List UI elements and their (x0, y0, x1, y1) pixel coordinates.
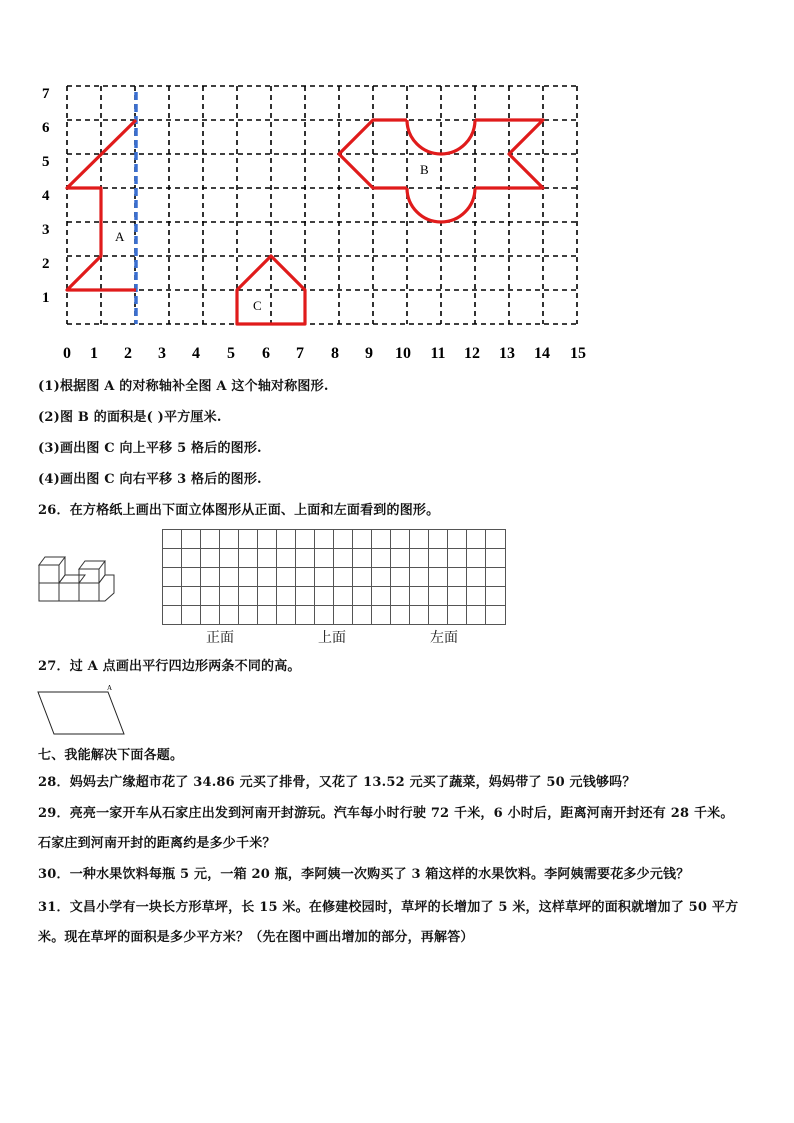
view-label-left: 左面 (430, 630, 458, 646)
x-tick: 4 (192, 345, 200, 362)
question-26: 26．在方格纸上画出下面立体图形从正面、上面和左面看到的图形。 (38, 503, 440, 518)
x-tick: 13 (499, 345, 515, 362)
x-tick: 5 (227, 345, 235, 362)
cube-figure (36, 552, 120, 604)
x-tick: 7 (296, 345, 304, 362)
x-tick: 9 (365, 345, 373, 362)
y-tick: 3 (42, 222, 50, 238)
x-tick: 14 (534, 345, 550, 362)
view-label-top: 上面 (318, 630, 346, 646)
shape-c-label: C (253, 298, 262, 313)
x-tick: 10 (395, 345, 411, 362)
question-28: 28．妈妈去广缘超市花了 34.86 元买了排骨，又花了 13.52 元买了蔬菜，妈妈带了 50 元钱够吗？ (38, 775, 636, 790)
question-25-4: (4)画出图 C 向右平移 3 格后的图形. (38, 472, 262, 487)
y-tick: 7 (42, 86, 50, 102)
answer-grid (162, 529, 507, 627)
x-tick: 3 (158, 345, 166, 362)
x-tick: 6 (262, 345, 270, 362)
question-25-2: (2)图 B 的面积是( )平方厘米. (38, 410, 222, 425)
x-tick: 12 (464, 345, 480, 362)
shape-b-label: B (420, 162, 429, 177)
question-27: 27．过 A 点画出平行四边形两条不同的高。 (38, 659, 301, 674)
section-7-heading: 七、我能解决下面各题。 (38, 748, 184, 763)
y-tick: 5 (42, 154, 50, 170)
grid-lines (67, 86, 577, 324)
question-31-line1: 31．文昌小学有一块长方形草坪，长 15 米。在修建校园时，草坪的长增加了 5 米，这样草坪的面积就增加了 50 平方 (38, 900, 739, 915)
x-tick: 2 (124, 345, 132, 362)
x-tick: 11 (430, 345, 446, 362)
question-29-line1: 29．亮亮一家开车从石家庄出发到河南开封游玩。汽车每小时行驶 72 千米，6 小时后，距离河南开封还有 28 千米。 (38, 806, 734, 821)
question-29-line2: 石家庄到河南开封的距离约是多少千米？ (38, 836, 276, 851)
y-tick: 2 (42, 256, 50, 272)
question-25-3: (3)画出图 C 向上平移 5 格后的图形. (38, 441, 262, 456)
y-tick: 6 (42, 120, 50, 136)
x-tick: 1 (90, 345, 98, 362)
y-axis-labels (42, 86, 50, 306)
grid-figure (30, 78, 600, 368)
shape-a-label: A (115, 229, 125, 244)
shape-a (67, 120, 136, 290)
question-25-1: (1)根据图 A 的对称轴补全图 A 这个轴对称图形. (38, 379, 329, 394)
parallelogram-figure (36, 684, 132, 738)
x-tick: 8 (331, 345, 339, 362)
x-tick: 15 (570, 345, 586, 362)
x-axis-labels (63, 345, 586, 362)
y-tick: 4 (42, 188, 50, 204)
x-tick: 0 (63, 345, 71, 362)
view-label-front: 正面 (206, 630, 234, 646)
question-31-line2: 米。现在草坪的面积是多少平方米？（先在图中画出增加的部分，再解答） (38, 930, 474, 945)
question-30: 30．一种水果饮料每瓶 5 元，一箱 20 瓶，李阿姨一次购买了 3 箱这样的水果饮料。李阿姨需要花多少元钱？ (38, 867, 690, 882)
y-tick: 1 (42, 290, 50, 306)
point-a-label: A (107, 684, 113, 692)
